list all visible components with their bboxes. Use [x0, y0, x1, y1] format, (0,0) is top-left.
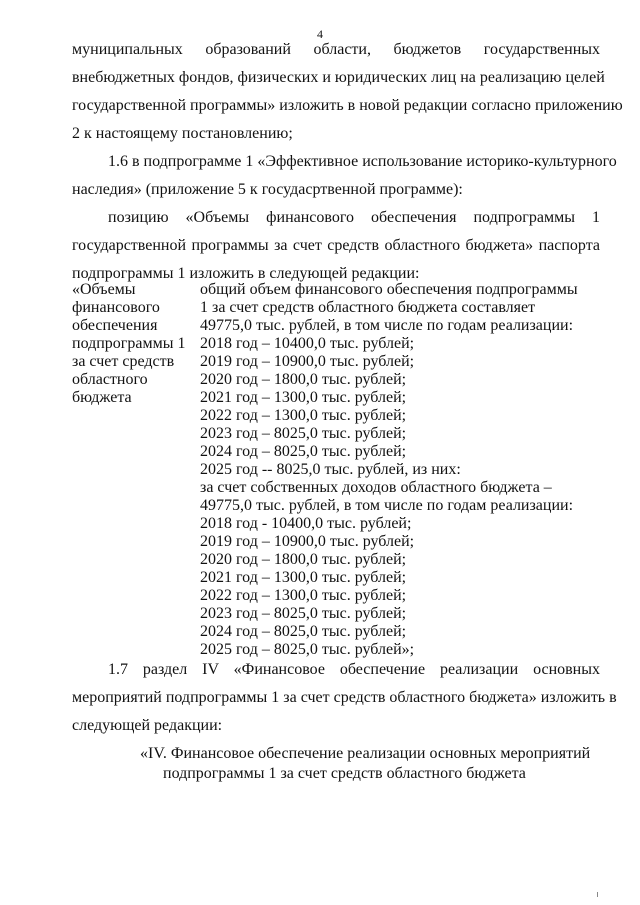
value-line: 49775,0 тыс. рублей, в том числе по годам реализации: — [200, 317, 574, 334]
value-line: 2025 год -- 8025,0 тыс. рублей, из них: — [200, 461, 461, 478]
lead-line-4: 2 к настоящему постановлению; — [72, 125, 293, 142]
item-1-7-line-3: следующей редакции: — [72, 717, 223, 734]
value-line: 2018 год – 10400,0 тыс. рублей; — [200, 335, 415, 352]
value-line: 2020 год – 1800,0 тыс. рублей; — [200, 551, 407, 568]
value-line: 2020 год – 1800,0 тыс. рублей; — [200, 371, 407, 388]
label-line: за счет средств — [72, 353, 175, 370]
label-line: подпрограммы 1 — [72, 335, 186, 352]
lead-line-2: внебюджетных фондов, физических и юридических лиц на реализацию целей — [72, 69, 605, 86]
item-1-6-line-2: наследия» (приложение 5 к госудасртвенной программе): — [72, 181, 463, 198]
margin-mark — [597, 892, 598, 897]
value-line: 2023 год – 8025,0 тыс. рублей; — [200, 425, 407, 442]
page-number: 4 — [317, 27, 323, 41]
label-line: обеспечения — [72, 317, 158, 334]
section-heading-line-2: подпрограммы 1 за счет средств областного бюджета — [163, 765, 526, 782]
value-line: 1 за счет средств областного бюджета составляет — [200, 299, 536, 316]
value-line: 2025 год – 8025,0 тыс. рублей»; — [200, 641, 415, 658]
item-1-6-line-1: 1.6 в подпрограмме 1 «Эффективное использование историко-культурного — [108, 153, 617, 170]
value-line: 2019 год – 10900,0 тыс. рублей; — [200, 533, 415, 550]
item-1-7-line-1: 1.7 раздел IV «Финансовое обеспечение реализации основных — [108, 661, 600, 678]
position-line-3: подпрограммы 1 изложить в следующей редакции: — [72, 265, 420, 282]
position-line-1: позицию «Объемы финансового обеспечения подпрограммы 1 — [108, 209, 600, 226]
value-line: 2024 год – 8025,0 тыс. рублей; — [200, 443, 407, 460]
position-line-2: государственной программы за счет средств областного бюджета» паспорта — [72, 237, 600, 254]
lead-line-3: государственной программы» изложить в новой редакции согласно приложению — [72, 97, 623, 114]
label-line: бюджета — [72, 389, 132, 406]
value-line: за счет собственных доходов областного бюджета – — [200, 479, 552, 496]
lead-line-1: муниципальных образований области, бюджетов государственных — [72, 41, 600, 58]
label-line: «Объемы — [72, 281, 136, 298]
value-line: 49775,0 тыс. рублей, в том числе по годам реализации: — [200, 497, 574, 514]
value-line: 2022 год – 1300,0 тыс. рублей; — [200, 407, 407, 424]
section-heading-line-1: «IV. Финансовое обеспечение реализации основных мероприятий — [140, 745, 591, 762]
item-1-7-line-2: мероприятий подпрограммы 1 за счет средств областного бюджета» изложить в — [72, 689, 617, 706]
label-line: областного — [72, 371, 148, 388]
value-line: 2019 год – 10900,0 тыс. рублей; — [200, 353, 415, 370]
value-line: 2023 год – 8025,0 тыс. рублей; — [200, 605, 407, 622]
value-line: 2018 год - 10400,0 тыс. рублей; — [200, 515, 412, 532]
value-line: 2022 год – 1300,0 тыс. рублей; — [200, 587, 407, 604]
value-line: общий объем финансового обеспечения подпрограммы — [200, 281, 578, 298]
label-line: финансового — [72, 299, 160, 316]
value-line: 2021 год – 1300,0 тыс. рублей; — [200, 389, 407, 406]
value-line: 2021 год – 1300,0 тыс. рублей; — [200, 569, 407, 586]
value-line: 2024 год – 8025,0 тыс. рублей; — [200, 623, 407, 640]
